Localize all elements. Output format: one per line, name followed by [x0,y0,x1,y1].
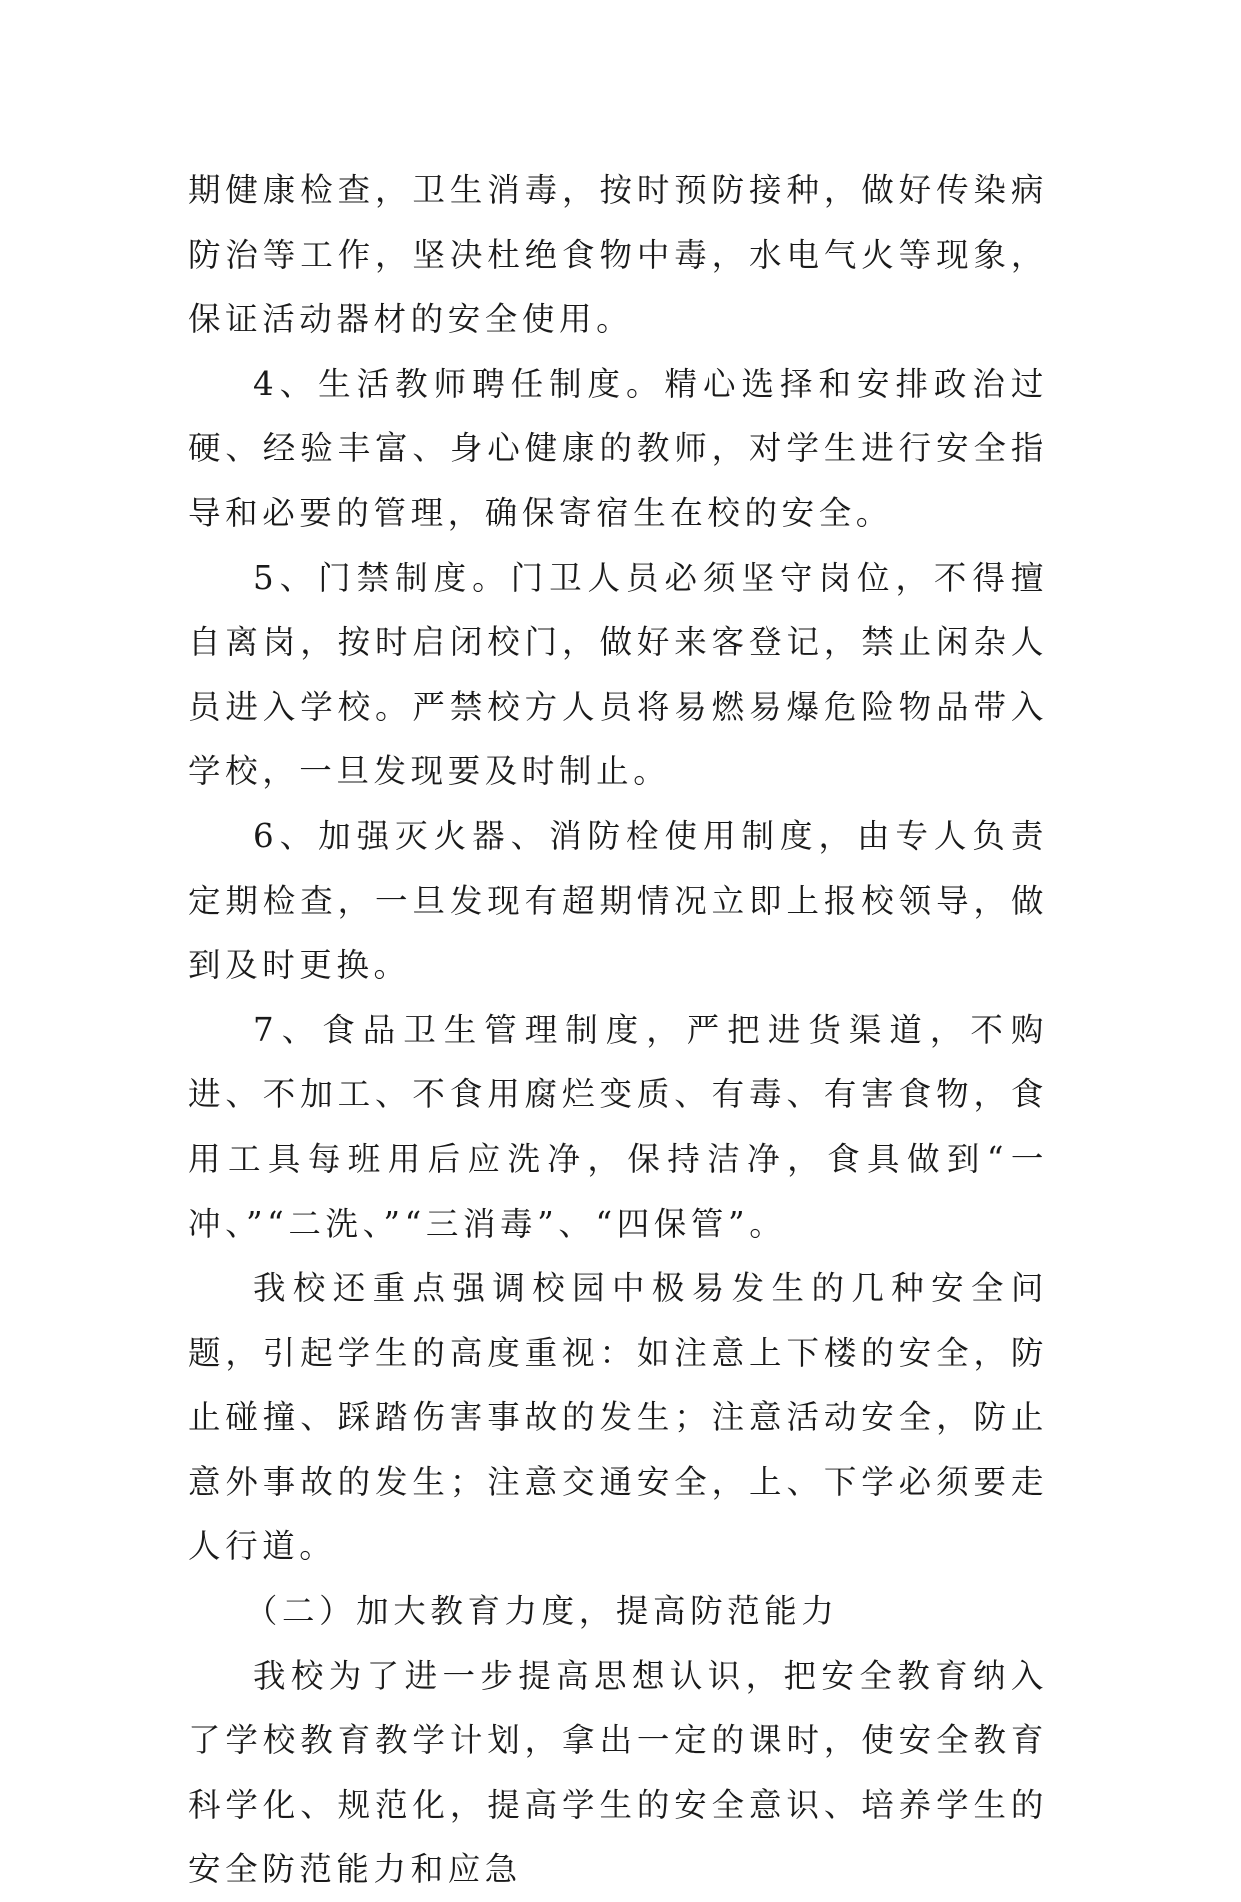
paragraph-item-6: 6、加强灭火器、消防栓使用制度，由专人负责定期检查，一旦发现有超期情况立即上报校领导，做到及时更换。 [188,816,1048,985]
paragraph-continuation: 期健康检查，卫生消毒，按时预防接种，做好传染病防治等工作，坚决杜绝食物中毒，水电气火等现象，保证活动器材的安全使用。 [188,171,1048,339]
paragraph-item-4: 4、生活教师聘任制度。精心选择和安排政治过硬、经验丰富、身心健康的教师，对学生进行安全指导和必要的管理，确保寄宿生在校的安全。 [188,364,1048,532]
paragraph-item-7: 7、食品卫生管理制度，严把进货渠道，不购进、不加工、不食用腐烂变质、有毒、有害食物，食用工具每班用后应洗净，保持洁净，食具做到“一冲、”“二洗、”“三消毒”、“四保管”。 [188,1010,1048,1243]
paragraph-safety-emphasis: 我校还重点强调校园中极易发生的几种安全问题，引起学生的高度重视：如注意上下楼的安全，防止碰撞、踩踏伤害事故的发生；注意活动安全，防止意外事故的发生；注意交通安全，上、下学必须要走人行道。 [188,1269,1048,1566]
document-body [188,158,1048,1902]
section-heading: （二）加大教育力度，提高防范能力 [244,1592,839,1631]
paragraph-item-5: 5、门禁制度。门卫人员必须坚守岗位，不得擅自离岗，按时启闭校门，做好来客登记，禁止闲杂人员进入学校。严禁校方人员将易燃易爆危险物品带入学校，一旦发现要及时制止。 [188,558,1048,791]
paragraph-education: 我校为了进一步提高思想认识，把安全教育纳入了学校教育教学计划，拿出一定的课时，使安全教育科学化、规范化，提高学生的安全意识、培养学生的安全防范能力和应急 [188,1656,1048,1889]
